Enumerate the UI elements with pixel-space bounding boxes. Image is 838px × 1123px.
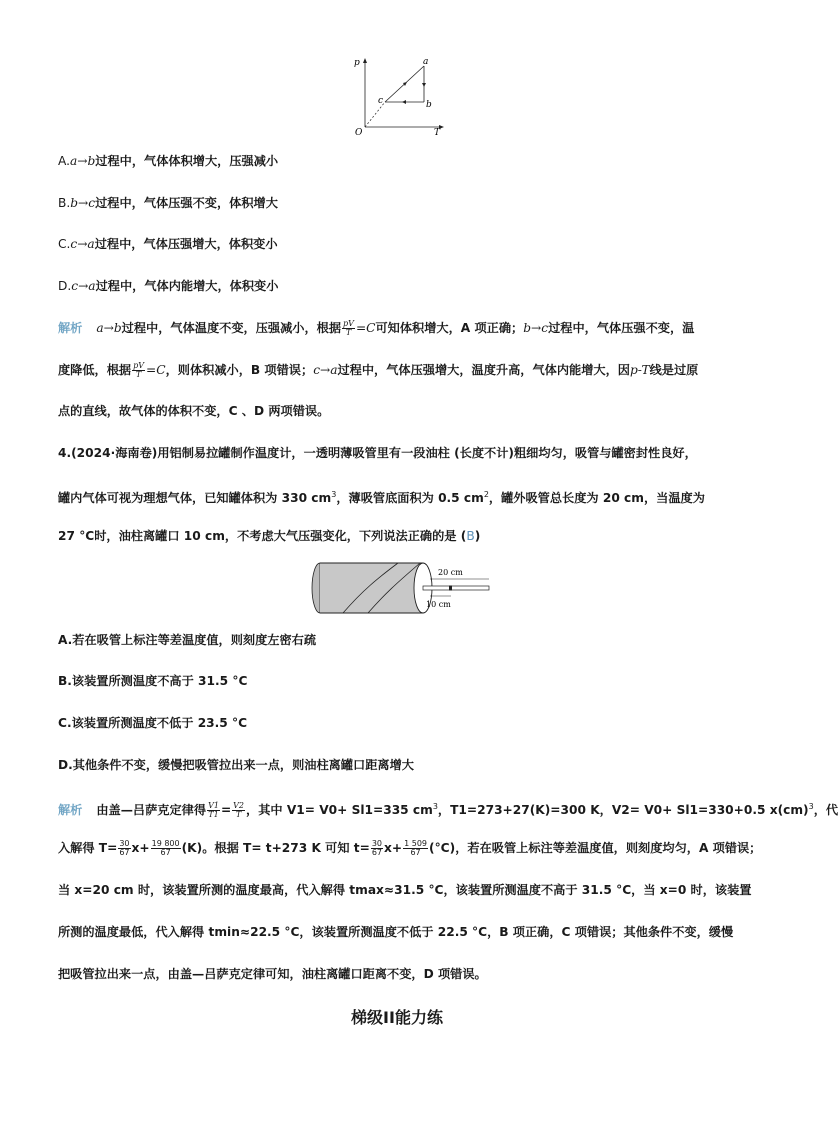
q4-option-d: D.其他条件不变，缓慢把吸管拉出来一点，则油柱离罐口距离增大 xyxy=(58,758,414,772)
q4-stem-line1: 4.(2024·海南卷)用铝制易拉罐制作温度计，一透明薄吸管里有一段油柱 (长度不计)粗细均匀，吸管与罐密封性良好， xyxy=(58,446,697,460)
option-a: A.a→b过程中，气体体积增大，压强减小 xyxy=(58,154,279,168)
analysis-q4-line4: 所测的温度最低，代入解得 tmin≈22.5 °C，该装置所测温度不低于 22.5 °C，B 项正确，C 项错误；其他条件不变，缓慢 xyxy=(58,925,734,939)
q4-option-b: B.该装置所测温度不高于 31.5 °C xyxy=(58,674,248,688)
option-d: D.c→a过程中，气体内能增大，体积变小 xyxy=(58,279,279,293)
option-b: B.b→c过程中，气体压强不变，体积增大 xyxy=(58,196,278,210)
option-c: C.c→a过程中，气体压强增大，体积变小 xyxy=(58,237,278,251)
analysis-q3-line2: 度降低，根据 $\frac{pV}{T}$ =C，则体积减小，B 项错误；c→a过程中，气体压强增大，温度升高，气体内能增大，因p-T线是过原 xyxy=(58,361,699,379)
section-title: 梯级II能力练 xyxy=(351,1008,443,1027)
p-t-graph xyxy=(345,55,450,137)
can-thermometer-figure xyxy=(308,560,493,616)
origin-label: O xyxy=(355,128,363,138)
answer-mark: B xyxy=(466,529,475,543)
point-a-label: a xyxy=(423,57,429,67)
analysis-q4-line2: 入解得 T= $\frac{30}{67}$ x+ $\frac{19 800}{67}$ (K)。根据 T= t+273 K 可知 t= $\frac{30}{67}$ x+ $\frac{1 509}{67}$ (°C)，若在吸管上标注等差温度值，则刻度均匀，A 项错误； xyxy=(58,839,762,857)
analysis-q4-line3: 当 x=20 cm 时，该装置所测的温度最高，代入解得 tmax≈31.5 °C，该装置所测温度不高于 31.5 °C，当 x=0 时，该装置 xyxy=(58,883,752,897)
analysis-tag: 解析 xyxy=(58,803,83,818)
point-c-label: c xyxy=(378,96,384,106)
point-b-label: b xyxy=(426,100,432,110)
analysis-q3-line3: 点的直线，故气体的体积不变，C 、D 两项错误。 xyxy=(58,404,330,418)
label-10cm: 10 cm xyxy=(426,600,451,609)
axis-p-label: p xyxy=(354,58,360,68)
analysis-q4-line1: 解析 由盖—吕萨克定律得 $\frac{V1}{T1}$ = $\frac{V2}{T}$ ，其中 V1= V0+ Sl1=335 $cm^3$，T1=273+27(K)=300 K，V2= V0+ Sl1=330+0.5 x(cm)$^3$，代 xyxy=(58,801,838,820)
label-20cm: 20 cm xyxy=(438,568,463,577)
q4-option-c: C.该装置所测温度不低于 23.5 °C xyxy=(58,716,248,730)
analysis-q4-line5: 把吸管拉出来一点，由盖—吕萨克定律可知，油柱离罐口距离不变，D 项错误。 xyxy=(58,967,487,981)
q4-option-a: A.若在吸管上标注等差温度值，则刻度左密右疏 xyxy=(58,633,317,647)
analysis-tag: 解析 xyxy=(58,321,83,335)
q4-stem-line2: 罐内气体可视为理想气体，已知罐体积为 330 $cm^3$，薄吸管底面积为 0.5 $cm^2$，罐外吸管总长度为 20 cm，当温度为 xyxy=(58,490,705,506)
axis-t-label: T xyxy=(434,128,441,138)
analysis-q3-line1: 解析 a→b过程中，气体温度不变，压强减小，根据 $\frac{pV}{T}$ =C可知体积增大，A 项正确；b→c过程中，气体压强不变，温 xyxy=(58,319,695,337)
q4-stem-line3: 27 °C时，油柱离罐口 10 cm，不考虑大气压强变化，下列说法正确的是 (B) xyxy=(58,529,481,543)
